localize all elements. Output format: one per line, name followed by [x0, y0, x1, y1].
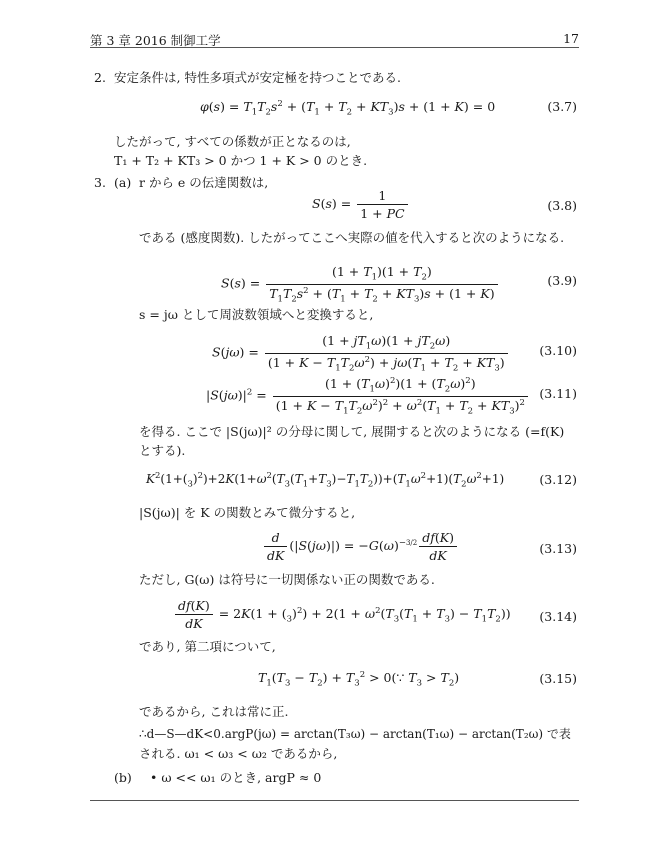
chapter-title: 第 3 章 2016 制御工学 — [90, 33, 221, 48]
equation-3-13: $\frac{d}{dK}$ $(|S(j\omega)|) = -G(\omega)^{-3/2}$ $\frac{df(K)}{dK}$ — [262, 530, 459, 563]
bullet-item: • ω << ω₁ のとき, argP ≈ 0 — [150, 770, 322, 785]
text-line: |S(jω)| を K の関数とみて微分すると, — [139, 505, 356, 520]
text-line: r から e の伝達関数は, — [139, 175, 269, 190]
footer-rule — [90, 800, 579, 801]
text-line: であり, 第二項について, — [139, 639, 276, 654]
equation-3-9: S(s) = $\frac{(1 + T_1)(1 + T_2)}{T_1T_2s^2 + (T_1 + T_2 + KT_3)s + (1 + K)}$ — [221, 264, 500, 304]
equation-number: (3.7) — [547, 99, 577, 114]
text-line: とする). — [139, 443, 186, 458]
text-line: ただし, G(ω) は符号に一切関係ない正の関数である. — [139, 572, 435, 587]
item-2-intro: 安定条件は, 特性多項式が安定極を持つことである. — [114, 70, 401, 85]
page-header — [90, 27, 579, 48]
equation-number: (3.13) — [539, 541, 577, 556]
equation-number: (3.15) — [539, 671, 577, 686]
equation-3-8: S(s) = $\frac{1}{1 + PC}$ — [312, 188, 410, 221]
text-line: される. ω₁ < ω₃ < ω₂ であるから, — [139, 746, 338, 761]
text-line: したがって, すべての係数が正となるのは, — [114, 134, 351, 149]
equation-number: (3.9) — [547, 273, 577, 288]
equation-number: (3.14) — [539, 609, 577, 624]
equation-number: (3.8) — [547, 198, 577, 213]
page-number: 17 — [563, 31, 579, 46]
equation-3-14: $\frac{df(K)}{dK}$ = $2K(1 + (_3)^2) + 2(1 + \omega^2(T_3(T_1 + T_3) - T_1T_2))$ — [173, 598, 511, 631]
text-line: を得る. ここで |S(jω)|² の分母に関して, 展開すると次のようになる (=f(K) — [139, 424, 565, 439]
item-3-marker: 3. — [94, 175, 106, 190]
text-line: ∴d—S—dK<0.argP(jω) = arctan(T₃ω) − arctan(T₁ω) − arctan(T₂ω) で表 — [139, 727, 571, 741]
equation-number: (3.11) — [539, 386, 577, 401]
text-line: T₁ + T₂ + KT₃ > 0 かつ 1 + K > 0 のとき. — [114, 153, 368, 168]
equation-number: (3.10) — [539, 343, 577, 358]
equation-3-7: $\varphi(s) = T_1T_2s^2 + (T_1 + T_2 + KT_3)s + (1 + K) = 0$ — [200, 99, 496, 118]
equation-3-10: S(jω) = $\frac{(1 + jT_1\omega)(1 + jT_2\omega)}{(1 + K - T_1T_2\omega^2) + j\omega(T_1 + T_2 + KT_3)}$ — [212, 333, 510, 373]
equation-3-12: $K^2(1+(_3)^2)+2K(1+\omega^2(T_3(T_1+T_3)-T_1T_2))+(T_1\omega^2+1)(T_2\omega^2+1)$ — [146, 471, 505, 490]
equation-number: (3.12) — [539, 472, 577, 487]
equation-3-15: $T_1(T_3 - T_2) + T_3^2$ > 0(∵ $T_3 > T_2$) — [258, 670, 460, 689]
equation-3-11: $|S(j\omega)|^2$ = $\frac{(1 + (T_1\omega)^2)(1 + (T_2\omega)^2)}{(1 + K - T_1T_2\omega^2)^2 + \omega^2(T_1 + T_2 + KT_3)^2}$ — [206, 376, 530, 416]
text-line: s = jω として周波数領域へと変換すると, — [139, 307, 374, 322]
part-b-marker: (b) — [114, 770, 132, 785]
text-line: であるから, これは常に正. — [139, 704, 289, 719]
text-line: である (感度関数). したがってここへ実際の値を代入すると次のようになる. — [139, 230, 565, 245]
item-2-marker: 2. — [94, 70, 106, 85]
part-a-marker: (a) — [114, 175, 132, 190]
